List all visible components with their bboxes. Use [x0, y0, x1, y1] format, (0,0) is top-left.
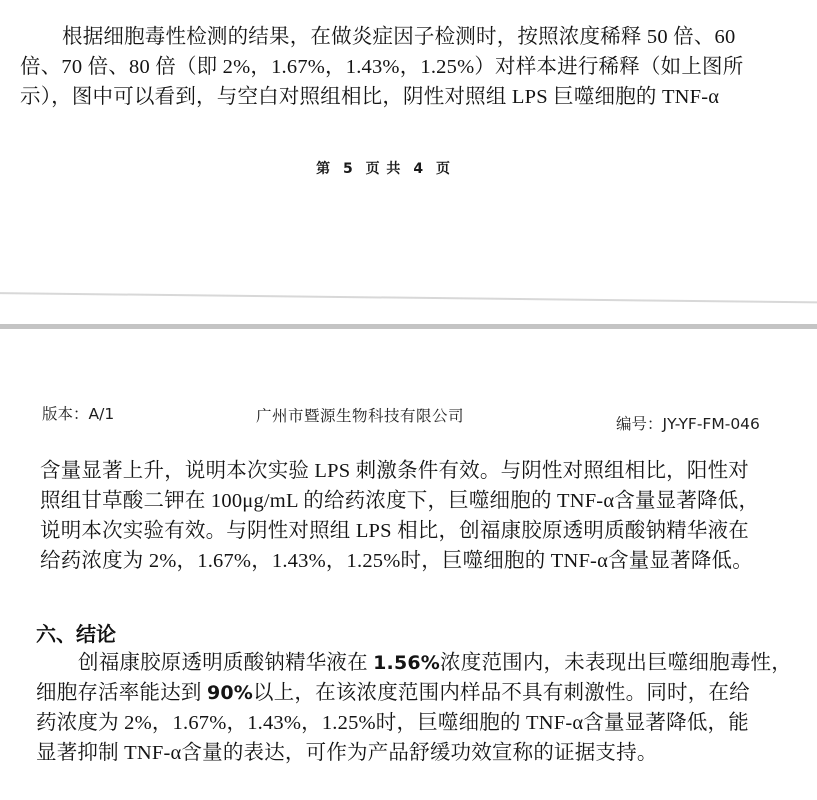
- text-run: 细胞存活率能达到: [36, 682, 207, 704]
- total-page-count: 4: [413, 161, 425, 177]
- paragraph-line: 倍、70 倍、80 倍（即 2%，1.67%，1.43%，1.25%）对样本进行稀释（如上图所: [20, 56, 744, 78]
- paragraph-line: 药浓度为 2%，1.67%，1.43%，1.25%时，巨噬细胞的 TNF-α含量显著降低，能: [36, 712, 749, 734]
- paragraph-line: 照组甘草酸二钾在 100μg/mL 的给药浓度下，巨噬细胞的 TNF-α含量显著降低，: [40, 490, 760, 512]
- page-separator: [0, 324, 817, 329]
- document-code: 编号：JY-YF-FM-046: [616, 415, 760, 433]
- paragraph-line: [36, 678, 796, 708]
- paragraph-line: 给药浓度为 2%，1.67%，1.43%，1.25%时，巨噬细胞的 TNF-α含量显著降低。: [40, 550, 753, 572]
- paragraph-line: [36, 648, 796, 678]
- results-paragraph: [40, 456, 800, 576]
- page-number-footer: [0, 158, 767, 178]
- company-name: 广州市暨源生物科技有限公司: [256, 407, 465, 425]
- viability-value: 90%: [206, 682, 254, 704]
- document-page-top: [0, 0, 817, 298]
- conclusion-paragraph: [36, 648, 796, 768]
- document-version: 版本：A/1: [42, 405, 115, 423]
- paragraph-line: 根据细胞毒性检测的结果，在做炎症因子检测时，按照浓度稀释 50 倍、60: [62, 26, 736, 48]
- results-paragraph-continued: [20, 22, 780, 112]
- text-run: 创福康胶原透明质酸钠精华液在: [78, 652, 374, 674]
- paragraph-line: 含量显著上升，说明本次实验 LPS 刺激条件有效。与阴性对照组相比，阳性对: [40, 460, 749, 482]
- footer-prefix: 第: [316, 161, 332, 177]
- paragraph-line: 说明本次实验有效。与阴性对照组 LPS 相比，创福康胶原透明质酸钠精华液在: [40, 520, 749, 542]
- paragraph-line: 显著抑制 TNF-α含量的表达，可作为产品舒缓功效宣称的证据支持。: [36, 742, 658, 764]
- text-run: 以上，在该浓度范围内样品不具有刺激性。同时，在给: [253, 682, 750, 704]
- paragraph-line: 示），图中可以看到，与空白对照组相比，阴性对照组 LPS 巨噬细胞的 TNF-α: [20, 86, 720, 108]
- cropped-text-fragment: [400, 0, 462, 4]
- text-run: 浓度范围内，未表现出巨噬细胞毒性，: [440, 652, 792, 674]
- current-page-number: 5: [342, 161, 354, 177]
- conclusion-heading: 六、结论: [36, 622, 116, 646]
- footer-suffix: 页: [435, 161, 451, 177]
- footer-middle: 页 共: [365, 161, 402, 177]
- concentration-value: 1.56%: [373, 652, 441, 674]
- document-header: [0, 398, 817, 433]
